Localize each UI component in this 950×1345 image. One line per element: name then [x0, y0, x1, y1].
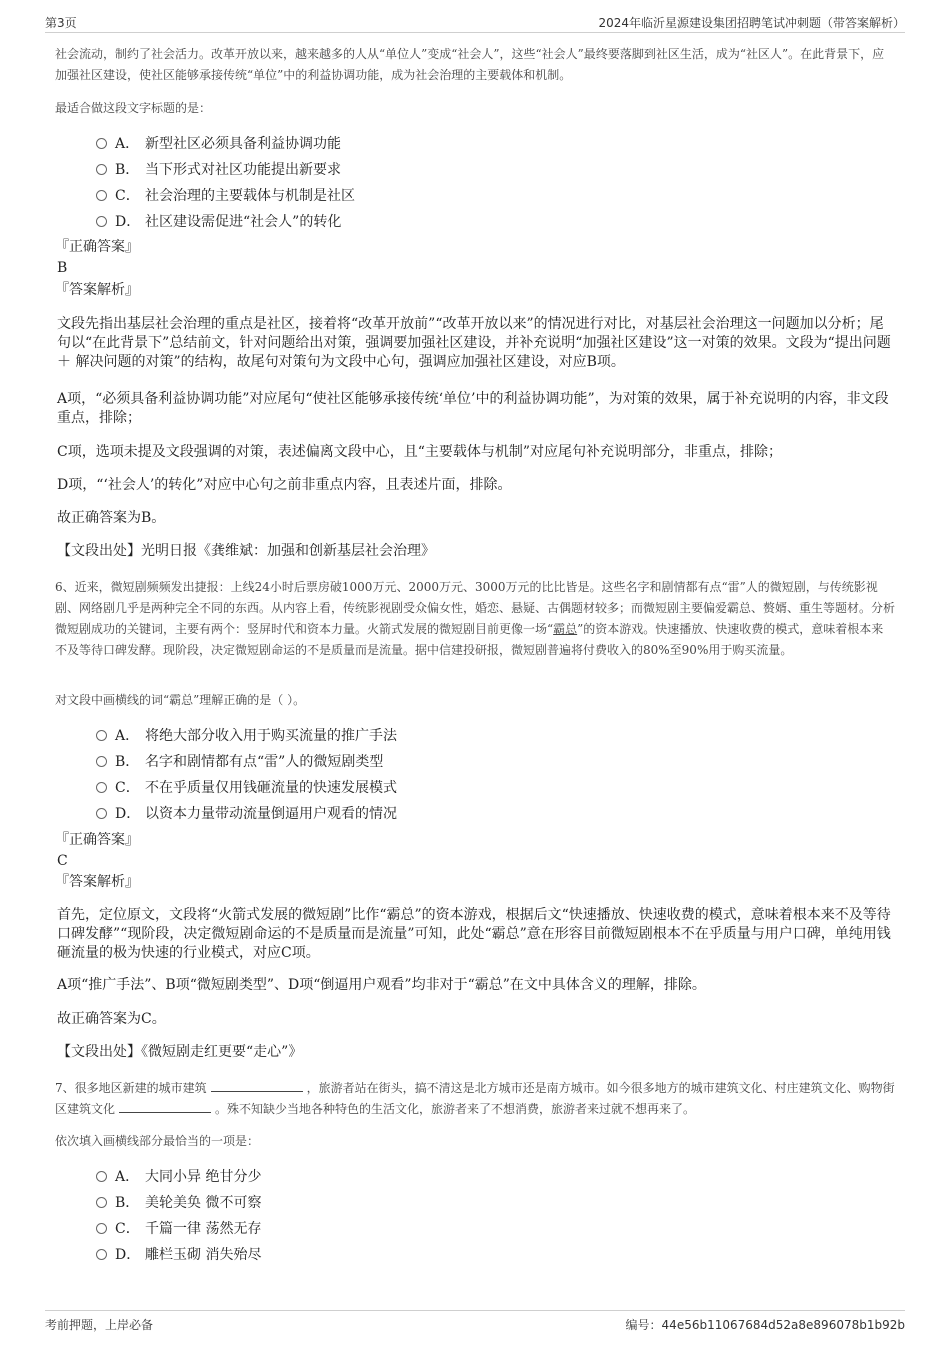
footer-slogan: 考前押题，上岸必备: [45, 1318, 154, 1332]
q6-analysis-label: 『答案解析』: [55, 874, 139, 890]
radio-icon[interactable]: [96, 190, 107, 201]
q5-analysis-2: A项，“必须具备利益协调功能”对应尾句“使社区能够承接传统‘单位’中的利益协调功能”，为对策的效果，属于补充说明的内容，非文段重点，排除；: [57, 391, 889, 426]
radio-icon[interactable]: [96, 808, 107, 819]
q6-answer: C: [57, 853, 68, 869]
document-title: 2024年临沂星源建设集团招聘笔试冲刺题（带答案解析）: [598, 16, 905, 30]
q6-analysis-1: 首先，定位原文，文段将“火箭式发展的微短剧”比作“霸总”的资本游戏，根据后文“快速播放、快速收费的模式，意味着根本来不及等待口碑发酵”“现阶段，决定微短剧命运的不是质量而是流量”可知，此处“霸总”意在形容目前微短剧根本不在乎质量与用户口碑，单纯用钱砸流量的极为快速的行业模式，对应C项。: [57, 907, 891, 961]
q5-analysis-1: 文段先指出基层社会治理的重点是社区，接着将“改革开放前”“改革开放以来”的情况进行对比，对基层社会治理这一问题加以分析；尾句以“在此背景下”总结前文，针对问题给出对策，强调要加强社区建设，并补充说明“加强社区建设”这一对策的效果。文段为“提出问题 ＋ 解决问题的对策”的结构，故尾句对策句为文段中心句，强调应加强社区建设，对应B项。: [57, 316, 891, 370]
q6-analysis-3: 故正确答案为C。: [57, 1011, 166, 1027]
q6-question: 对文段中画横线的词“霸总”理解正确的是（ ）。: [55, 693, 306, 707]
q6-option-b[interactable]: B． 名字和剧情都有点“雷”人的微短剧类型: [96, 749, 596, 775]
page-footer: [45, 1310, 905, 1333]
q7-option-c[interactable]: C． 千篇一律 荡然无存: [96, 1216, 596, 1242]
q5-option-b[interactable]: B． 当下形式对社区功能提出新要求: [96, 157, 596, 183]
q7-question: 依次填入画横线部分最恰当的一项是：: [55, 1134, 260, 1148]
radio-icon[interactable]: [96, 1223, 107, 1234]
radio-icon[interactable]: [96, 1197, 107, 1208]
q5-options: [96, 131, 596, 235]
document-code: 编号：44e56b11067684d52a8e896078b1b92b: [625, 1318, 905, 1332]
q5-option-d[interactable]: D． 社区建设需促进“社会人”的转化: [96, 209, 596, 235]
q7-option-d[interactable]: D． 雕栏玉砌 消失殆尽: [96, 1242, 596, 1268]
q7-option-a[interactable]: A． 大同小异 绝甘分少: [96, 1164, 596, 1190]
q5-answer: B: [57, 260, 68, 276]
q6-source: 【文段出处】《微短剧走红更要“走心”》: [57, 1044, 303, 1060]
q5-question: 最适合做这段文字标题的是：: [55, 101, 212, 115]
q5-option-c[interactable]: C． 社会治理的主要载体与机制是社区: [96, 183, 596, 209]
page-number: 第3页: [45, 16, 77, 30]
q6-option-a[interactable]: A． 将绝大部分收入用于购买流量的推广手法: [96, 723, 596, 749]
q5-analysis-label: 『答案解析』: [55, 282, 139, 298]
q7-passage: 7、很多地区新建的城市建筑 ，旅游者站在街头，搞不清这是北方城市还是南方城市。如今很多地方的城市建筑文化、村庄建筑文化、购物街区建筑文化 。殊不知缺少当地各种特色的生活文化，旅游者来了不想消费，旅游者来过就不想再来了。: [55, 1081, 895, 1116]
q6-option-d[interactable]: D． 以资本力量带动流量倒逼用户观看的情况: [96, 801, 596, 827]
radio-icon[interactable]: [96, 1249, 107, 1260]
q5-answer-label: 『正确答案』: [55, 239, 139, 255]
radio-icon[interactable]: [96, 730, 107, 741]
q5-analysis-4: D项，“‘社会人’的转化”对应中心句之前非重点内容，且表述片面，排除。: [57, 477, 512, 493]
fill-blank-2: [119, 1100, 211, 1113]
radio-icon[interactable]: [96, 756, 107, 767]
q6-answer-label: 『正确答案』: [55, 832, 139, 848]
q5-analysis-5: 故正确答案为B。: [57, 510, 166, 526]
q5-analysis-3: C项，选项未提及文段强调的对策，表述偏离文段中心，且“主要载体与机制”对应尾句补充说明部分，非重点，排除；: [57, 444, 783, 460]
q6-options: [96, 723, 596, 827]
fill-blank-1: [211, 1079, 303, 1092]
underlined-word: 霸总: [553, 622, 578, 636]
radio-icon[interactable]: [96, 164, 107, 175]
radio-icon[interactable]: [96, 138, 107, 149]
radio-icon[interactable]: [96, 1171, 107, 1182]
radio-icon[interactable]: [96, 782, 107, 793]
q7-option-b[interactable]: B． 美轮美奂 微不可察: [96, 1190, 596, 1216]
q6-option-c[interactable]: C． 不在乎质量仅用钱砸流量的快速发展模式: [96, 775, 596, 801]
radio-icon[interactable]: [96, 216, 107, 227]
page-header: [45, 14, 905, 33]
q5-source: 【文段出处】光明日报《龚维斌：加强和创新基层社会治理》: [57, 543, 435, 559]
q6-analysis-2: A项“推广手法”、B项“微短剧类型”、D项“倒逼用户观看”均非对于“霸总”在文中具体含义的理解，排除。: [57, 977, 706, 993]
q5-passage: 社会流动，制约了社会活力。改革开放以来，越来越多的人从“单位人”变成“社会人”，这些“社会人”最终要落脚到社区生活，成为“社区人”。在此背景下，应加强社区建设，使社区能够承接传统“单位”中的利益协调功能，成为社会治理的主要载体和机制。: [55, 47, 885, 82]
q5-option-a[interactable]: A． 新型社区必须具备利益协调功能: [96, 131, 596, 157]
q6-passage: 6、近来，微短剧频频发出捷报：上线24小时后票房破1000万元、2000万元、3000万元的比比皆是。这些名字和剧情都有点“雷”人的微短剧，与传统影视剧、网络剧几乎是两种完全不同的东西。从内容上看，传统影视剧受众偏女性，婚恋、悬疑、古偶题材较多；而微短剧主要偏爱霸总、赘婿、重生等题材。分析微短剧成功的关键词，主要有两个：竖屏时代和资本力量。火箭式发展的微短剧目前更像一场“霸总”的资本游戏。快速播放、快速收费的模式，意味着根本来不及等待口碑发酵。现阶段，决定微短剧命运的不是质量而是流量。据中信建投研报，微短剧普遍将付费收入的80%至90%用于购买流量。: [55, 580, 896, 657]
q7-options: [96, 1164, 596, 1268]
